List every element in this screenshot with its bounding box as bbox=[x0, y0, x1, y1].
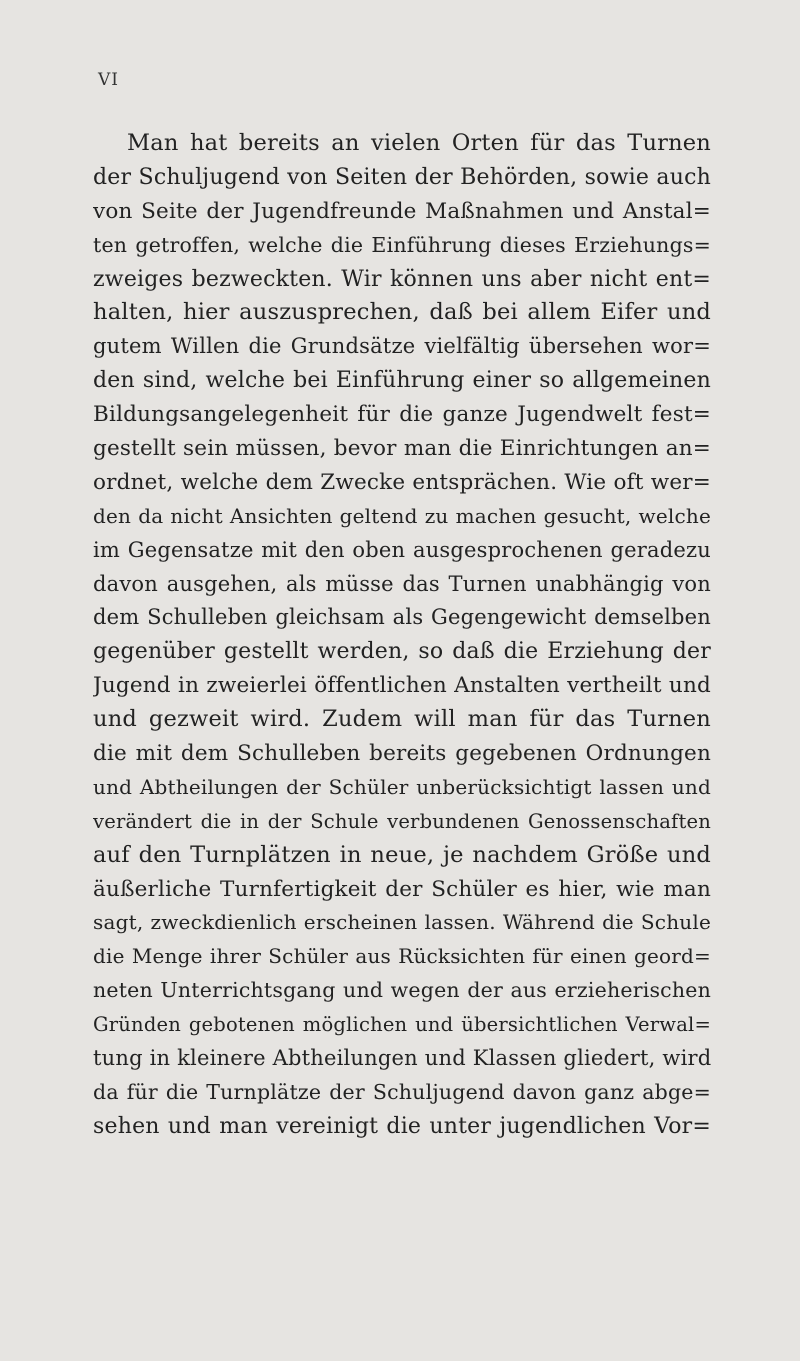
text-line: von Seite der Jugendfreunde Maßnahmen und Anstal= bbox=[93, 198, 711, 224]
text-line: im Gegensatze mit den oben ausgesprochenen geradezu bbox=[93, 537, 711, 562]
text-line: Gründen gebotenen möglichen und übersichtlichen Verwal= bbox=[93, 1013, 711, 1037]
text-line: zweiges bezweckten. Wir können uns aber nicht ent= bbox=[93, 266, 711, 292]
text-line: verändert die in der Schule verbundenen Genossenschaften bbox=[93, 809, 711, 833]
text-line: sehen und man vereinigt die unter jugendlichen Vor= bbox=[93, 1113, 711, 1139]
text-line: gestellt sein müssen, bevor man die Einrichtungen an= bbox=[93, 436, 711, 462]
text-line: der Schuljugend von Seiten der Behörden, sowie auch bbox=[93, 164, 711, 190]
text-line: auf den Turnplätzen in neue, je nachdem Größe und bbox=[93, 841, 711, 868]
text-line: ordnet, welche dem Zwecke entsprächen. Wie oft wer= bbox=[93, 469, 711, 495]
body-text bbox=[93, 127, 711, 1144]
text-line: ten getroffen, welche die Einführung dieses Erziehungs= bbox=[93, 232, 711, 257]
text-line: neten Unterrichtsgang und wegen der aus erzieherischen bbox=[93, 978, 711, 1003]
text-line: davon ausgehen, als müsse das Turnen unabhängig von bbox=[93, 571, 711, 596]
text-line: und Abtheilungen der Schüler unberücksichtigt lassen und bbox=[93, 774, 711, 799]
text-line: halten, hier auszusprechen, daß bei allem Eifer und bbox=[93, 299, 711, 326]
text-line: Man hat bereits an vielen Orten für das Turnen bbox=[127, 130, 711, 156]
text-line: und gezweit wird. Zudem will man für das Turnen bbox=[93, 706, 711, 733]
text-line: gegenüber gestellt werden, so daß die Erziehung der bbox=[93, 639, 711, 665]
text-line: die Menge ihrer Schüler aus Rücksichten für einen geord= bbox=[93, 944, 711, 969]
text-line: da für die Turnplätze der Schuljugend davon ganz abge= bbox=[93, 1079, 711, 1104]
text-line: den sind, welche bei Einführung einer so allgemeinen bbox=[93, 368, 711, 394]
text-line: sagt, zweckdienlich erscheinen lassen. Während die Schule bbox=[93, 910, 711, 935]
text-line: dem Schulleben gleichsam als Gegengewicht demselben bbox=[93, 605, 711, 630]
text-line: die mit dem Schulleben bereits gegebenen Ordnungen bbox=[93, 741, 711, 767]
text-line: äußerliche Turnfertigkeit der Schüler es hier, wie man bbox=[93, 876, 711, 902]
page-number: VI bbox=[98, 70, 119, 90]
text-line: Bildungsangelegenheit für die ganze Jugendwelt fest= bbox=[93, 402, 711, 428]
text-line: tung in kleinere Abtheilungen und Klassen gliedert, wird bbox=[93, 1046, 711, 1071]
text-line: gutem Willen die Grundsätze vielfältig übersehen wor= bbox=[93, 334, 711, 359]
text-line: Jugend in zweierlei öffentlichen Anstalten vertheilt und bbox=[93, 673, 711, 699]
text-line: den da nicht Ansichten geltend zu machen gesucht, welche bbox=[93, 503, 711, 528]
